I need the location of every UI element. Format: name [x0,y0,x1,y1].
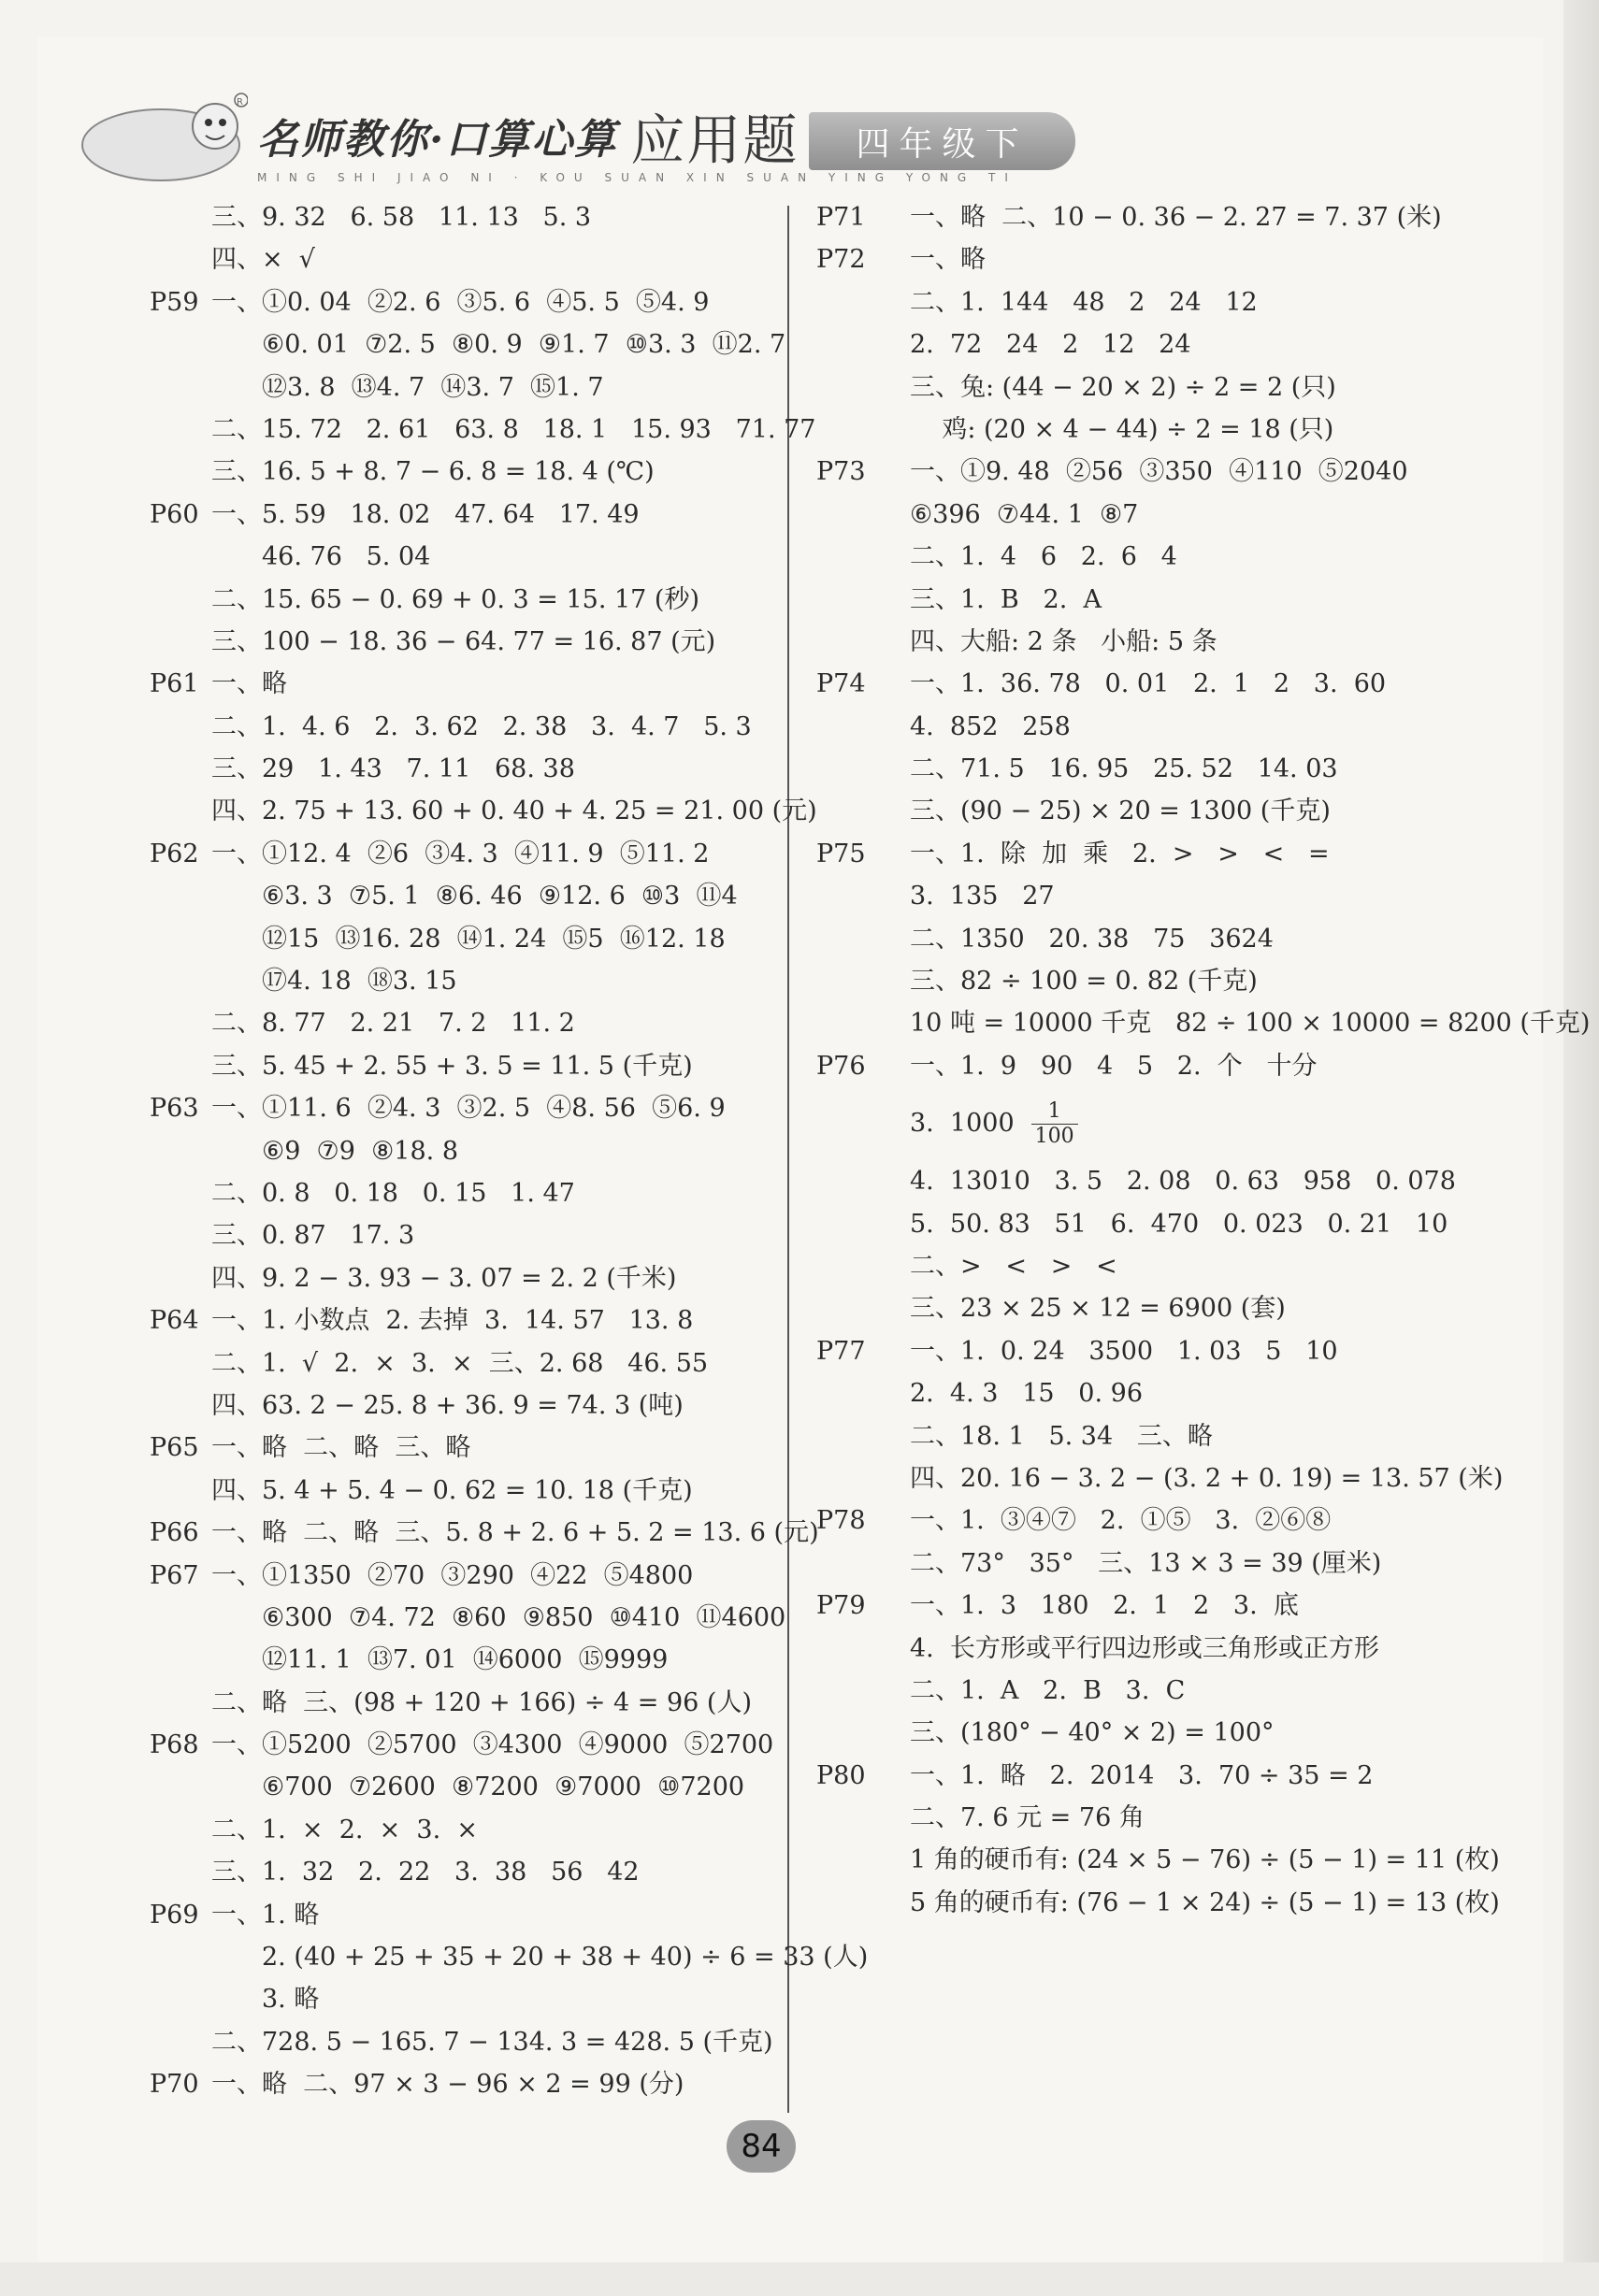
answer-value: 3. 135 27 [910,882,1055,911]
answer-line [816,833,1508,875]
answer-value: 一、1. 略 [211,1900,320,1930]
answer-text [910,409,1333,451]
answer-line [816,1500,1508,1542]
answer-value: 二、> < > < [910,1251,1117,1281]
answer-line [816,1670,1508,1712]
answer-text [211,1851,640,1893]
pinyin-subtitle: MING SHI JIAO NI · KOU SUAN XIN SUAN YING YONG TI [257,171,1017,184]
page-ref: P59 [150,287,199,317]
answer-text [910,494,1138,536]
answer-value: 一、①9. 48 ②56 ③350 ④110 ⑤2040 [910,457,1408,487]
answer-text [211,1385,684,1427]
answer-value: 46. 76 5. 04 [262,542,431,572]
answer-value: 一、1. 略 2. 2014 3. 70 ÷ 35 = 2 [910,1760,1374,1790]
answer-value: 三、82 ÷ 100 = 0. 82 (千克) [910,967,1258,997]
answer-text [262,918,726,960]
answer-line [150,1936,869,1978]
answer-value: 四、20. 16 − 3. 2 − (3. 2 + 0. 19) = 13. 57 (米) [910,1463,1504,1493]
answer-value: 三、(90 − 25) × 20 = 1300 (千克) [910,796,1331,826]
answer-line [150,1385,776,1427]
answer-text [262,960,457,1002]
answer-line [150,621,776,663]
answer-text [910,1287,1286,1329]
page-ref: P78 [816,1506,866,1536]
answer-line [816,1797,1508,1839]
book-header [75,89,1477,192]
answer-text [262,1597,785,1639]
answer-line [816,1002,1591,1044]
answer-value: 一、①1350 ②70 ③290 ④22 ⑤4800 [211,1560,694,1590]
answer-line [816,918,1508,960]
answer-text [910,1087,1078,1160]
answer-value: 2. (40 + 25 + 35 + 20 + 38 + 40) ÷ 6 = 33 (人) [262,1943,869,1973]
answer-line [150,1682,776,1724]
answer-text [910,663,1386,705]
page-ref: P67 [150,1560,199,1590]
answer-text [910,918,1274,960]
answer-line [150,663,776,705]
answer-value: 二、1. 4. 6 2. 3. 62 2. 38 3. 4. 7 5. 3 [211,711,752,741]
answer-line [150,1978,776,2020]
answer-line [816,706,1508,748]
answer-line [150,196,776,238]
answer-line [150,1214,776,1256]
answer-value: 三、29 1. 43 7. 11 68. 38 [211,754,575,784]
answer-line [150,790,817,832]
book-title [257,98,799,173]
answer-text [910,579,1102,621]
answer-text [211,621,715,663]
answer-line [150,918,776,960]
answer-text [910,790,1331,832]
answer-text [910,960,1258,1002]
answer-line [816,1415,1508,1457]
answer-text [262,1978,319,2020]
answer-value: 二、1. × 2. × 3. × [211,1815,478,1844]
answer-text [910,875,1055,917]
answer-line [150,833,776,875]
column-divider [787,206,789,2113]
answer-text [910,1245,1117,1287]
page-ref: P71 [816,203,866,232]
answer-line [150,579,776,621]
grade-tab: 四年级下 [809,112,1075,170]
answer-value: 4. 13010 3. 5 2. 08 0. 63 958 0. 078 [910,1167,1456,1197]
answer-text [910,451,1408,493]
answer-value: 一、①0. 04 ②2. 6 ③5. 6 ④5. 5 ⑤4. 9 [211,287,710,317]
page-ref: P63 [150,1094,199,1124]
answer-text [211,833,709,875]
answer-value: 一、1. 3 180 2. 1 2 3. 底 [910,1591,1299,1621]
answer-line [816,1372,1508,1414]
answer-value: 一、1. 36. 78 0. 01 2. 1 2 3. 60 [910,669,1387,699]
answer-text [211,1342,708,1385]
answer-value: 三、1. B 2. A [910,584,1102,614]
answer-text [910,323,1191,366]
answer-value: 一、略 [211,669,287,699]
answer-line [816,1585,1508,1627]
answer-value: 一、1. 0. 24 3500 1. 03 5 10 [910,1336,1338,1366]
answer-value: 二、15. 72 2. 61 63. 8 18. 1 15. 93 71. 77 [211,414,816,444]
answer-text [211,1724,773,1766]
answer-line [816,451,1508,493]
answer-line [816,1457,1508,1500]
answer-value: 3. 1000 [910,1109,1015,1139]
answer-text [910,621,1217,663]
answer-line [150,1470,776,1512]
series-name: 名师教你·口算心算 [257,116,618,164]
answer-line [150,1427,776,1469]
answer-text [910,706,1071,748]
page-ref: P66 [150,1518,199,1548]
page-ref: P79 [816,1591,866,1621]
answer-line [816,366,1508,409]
answer-value: 三、100 − 18. 36 − 64. 77 = 16. 87 (元) [211,626,716,656]
answer-value: 10 吨 = 10000 千克 82 ÷ 100 × 10000 = 8200 (千克) [910,1009,1591,1039]
answer-value: 一、①5200 ②5700 ③4300 ④9000 ⑤2700 [211,1730,774,1760]
answer-line [150,706,776,748]
answer-line [150,238,776,280]
answer-line [150,1130,776,1172]
answer-text [211,663,287,705]
page-ref: P73 [816,457,866,487]
answer-text [910,1415,1213,1457]
answer-text [910,1045,1317,1087]
answer-line [150,1342,776,1385]
answer-value: 三、(180° − 40° × 2) = 100° [910,1718,1275,1748]
answer-line [816,323,1508,366]
answer-line [150,366,776,409]
answer-value: 三、0. 87 17. 3 [211,1221,415,1251]
answer-text [910,366,1336,409]
answer-value: 二、1350 20. 38 75 3624 [910,924,1274,954]
answer-text [910,833,1330,875]
answer-line [150,281,776,323]
answer-line [150,1045,776,1087]
subject-name: 应用题 [630,108,800,172]
answer-text [910,281,1258,323]
page-ref: P69 [150,1900,199,1930]
answer-value: 四、9. 2 − 3. 93 − 3. 07 = 2. 2 (千米) [211,1263,677,1293]
answer-text [211,196,591,238]
answer-text [262,366,604,409]
answer-value: 一、1. 小数点 2. 去掉 3. 14. 57 13. 8 [211,1306,694,1336]
answer-value: 二、1. A 2. B 3. C [910,1675,1186,1705]
answer-text [211,1512,819,1554]
answer-text [262,1936,868,1978]
answer-value: 5 角的硬币有: (76 − 1 × 24) ÷ (5 − 1) = 13 (枚) [910,1887,1500,1917]
answer-text [211,1555,693,1597]
answer-value: 一、略 二、97 × 3 − 96 × 2 = 99 (分) [211,2070,684,2100]
answer-line [150,2063,776,2105]
answer-text [211,1299,693,1342]
answer-text [211,1045,693,1087]
bottom-margin [0,2262,1599,2296]
answer-line [150,1894,776,1936]
answer-value: ⑫11. 1 ⑬7. 01 ⑭6000 ⑮9999 [262,1645,669,1675]
answer-value: 二、1. 4 6 2. 6 4 [910,542,1177,572]
answer-line [150,1597,786,1639]
answer-text [910,1457,1503,1500]
answer-line [816,790,1508,832]
answer-text [910,1543,1381,1585]
page-ref: P75 [816,839,866,868]
answer-text [910,1160,1456,1202]
answer-line [816,1087,1508,1160]
answer-line [816,1203,1508,1245]
answer-line [816,196,1508,238]
answer-value: 四、63. 2 − 25. 8 + 36. 9 = 74. 3 (吨) [211,1390,684,1420]
answer-value: 三、1. 32 2. 22 3. 38 56 42 [211,1858,640,1887]
answer-line [150,1512,819,1554]
answer-line [816,1755,1508,1797]
answer-value: 二、8. 77 2. 21 7. 2 11. 2 [211,1009,575,1039]
answer-text [211,281,709,323]
answers-right-column [816,196,1591,1924]
answer-line [150,323,786,366]
answer-value: 一、略 二、略 三、5. 8 + 2. 6 + 5. 2 = 13. 6 (元) [211,1518,819,1548]
answer-line [150,494,776,536]
answer-value: 一、1. ③④⑦ 2. ①⑤ 3. ②⑥⑧ [910,1506,1332,1536]
answer-value: 一、1. 除 加 乘 2. > > < = [910,839,1330,868]
answer-value: 二、略 三、(98 + 120 + 166) ÷ 4 = 96 (人) [211,1687,752,1717]
answer-text [211,1470,693,1512]
answer-value: ⑫15 ⑬16. 28 ⑭1. 24 ⑮5 ⑯12. 18 [262,924,726,954]
answer-text [211,1087,726,1129]
answer-line [150,1002,776,1044]
answer-text [910,1203,1448,1245]
page-ref: P72 [816,245,866,275]
answer-value: ⑫3. 8 ⑬4. 7 ⑭3. 7 ⑮1. 7 [262,372,604,402]
answer-text [211,1002,575,1044]
answer-text [262,875,738,917]
answer-line [816,960,1508,1002]
answer-value: 四、大船: 2 条 小船: 5 条 [910,626,1217,656]
answer-text [211,1894,319,1936]
answer-text [211,451,655,493]
answer-line [816,409,1508,451]
answer-value: 二、18. 1 5. 34 三、略 [910,1421,1213,1451]
answer-value: 一、5. 59 18. 02 47. 64 17. 49 [211,499,640,529]
answer-text [211,1682,752,1724]
answer-text [910,536,1177,578]
answer-text [910,238,986,280]
answer-value: 四、5. 4 + 5. 4 − 0. 62 = 10. 18 (千克) [211,1475,693,1505]
answer-line [816,579,1508,621]
answer-text [910,196,1442,238]
answer-value: 三、23 × 25 × 12 = 6900 (套) [910,1294,1286,1324]
answer-line [816,1045,1508,1087]
answer-line [816,1839,1508,1881]
answer-value: 一、略 二、略 三、略 [211,1433,471,1463]
answer-line [150,875,776,917]
answer-line [816,1160,1508,1202]
answer-text [910,1500,1331,1542]
answer-value: 三、5. 45 + 2. 55 + 3. 5 = 11. 5 (千克) [211,1051,693,1081]
page-ref: P65 [150,1433,199,1463]
answer-value: 5. 50. 83 51 6. 470 0. 023 0. 21 10 [910,1209,1448,1239]
answer-line [150,1257,776,1299]
answer-text [262,1766,744,1808]
answer-text [211,1427,470,1469]
page-number: 84 [727,2120,796,2173]
answer-text [910,748,1338,790]
answer-value: ⑥0. 01 ⑦2. 5 ⑧0. 9 ⑨1. 7 ⑩3. 3 ⑪2. 7 [262,330,786,360]
answer-value: 三、16. 5 + 8. 7 − 6. 8 = 18. 4 (℃) [211,457,655,487]
answer-value: 4. 长方形或平行四边形或三角形或正方形 [910,1633,1379,1663]
page-ref: P62 [150,839,199,868]
answer-text [910,1882,1500,1924]
answer-line [150,2021,776,2063]
answer-text [211,790,817,832]
answer-value: 一、略 二、10 − 0. 36 − 2. 27 = 7. 37 (米) [910,203,1442,232]
answer-line [816,536,1508,578]
answer-line [816,875,1508,917]
answer-text [910,1755,1373,1797]
answer-line [816,621,1508,663]
answer-line [816,663,1508,705]
answer-value: 2. 4. 3 15 0. 96 [910,1379,1143,1409]
answer-line [150,1766,776,1808]
answer-line [150,409,816,451]
answer-value: 一、1. 9 90 4 5 2. 个 十分 [910,1051,1318,1081]
page-ref: P68 [150,1730,199,1760]
answer-value: 二、15. 65 − 0. 69 + 0. 3 = 15. 17 (秒) [211,584,699,614]
svg-text:R: R [237,97,243,108]
answer-line [816,1882,1508,1924]
answer-line [150,960,776,1002]
answer-line [816,1245,1508,1287]
answer-value: 1 角的硬币有: (24 × 5 − 76) ÷ (5 − 1) = 11 (枚) [910,1845,1500,1875]
answer-value: ⑥3. 3 ⑦5. 1 ⑧6. 46 ⑨12. 6 ⑩3 ⑪4 [262,882,738,911]
answer-value: 二、7. 6 元 = 76 角 [910,1803,1145,1833]
answer-value: ⑥396 ⑦44. 1 ⑧7 [910,499,1139,529]
answer-text [910,1372,1143,1414]
answer-value: 一、①12. 4 ②6 ③4. 3 ④11. 9 ⑤11. 2 [211,839,710,868]
page-ref: P77 [816,1336,866,1366]
answer-line [816,1712,1508,1754]
answer-text [211,494,640,536]
answer-value: 二、1. √ 2. × 3. × 三、2. 68 46. 55 [211,1348,709,1378]
answer-value: 二、71. 5 16. 95 25. 52 14. 03 [910,754,1338,784]
answer-line [150,1555,776,1597]
answer-text [262,1130,458,1172]
page-ref: P64 [150,1306,199,1336]
page-edge [1563,0,1599,2296]
answer-text [211,2021,773,2063]
answer-line [150,1172,776,1214]
answer-text [211,1214,414,1256]
answer-line [816,1287,1508,1329]
answer-text [211,1172,575,1214]
answer-value: ⑥9 ⑦9 ⑧18. 8 [262,1136,459,1166]
answer-text [262,1639,668,1681]
answer-value: 鸡: (20 × 4 − 44) ÷ 2 = 18 (只) [910,414,1334,444]
answer-text [211,579,699,621]
answer-line [816,748,1508,790]
answer-line [816,1330,1508,1372]
answer-value: ⑥700 ⑦2600 ⑧7200 ⑨7000 ⑩7200 [262,1772,745,1802]
fraction-numerator: 1 [1031,1099,1078,1125]
answer-line [150,1851,776,1893]
answer-value: 一、略 [910,245,986,275]
answer-line [816,494,1508,536]
answer-line [816,1628,1508,1670]
answer-text [910,1585,1299,1627]
answer-line [150,536,776,578]
answer-value: 三、兔: (44 − 20 × 2) ÷ 2 = 2 (只) [910,372,1336,402]
answer-value: 2. 72 24 2 12 24 [910,330,1191,360]
answer-text [211,1257,676,1299]
answer-text [910,1797,1145,1839]
answer-line [150,1724,776,1766]
answer-text [211,748,575,790]
answer-value: 二、1. 144 48 2 24 12 [910,287,1258,317]
page-ref: P80 [816,1760,866,1790]
answer-value: 二、728. 5 − 165. 7 − 134. 3 = 428. 5 (千克) [211,2027,773,2057]
answer-line [816,1543,1508,1585]
answer-line [150,1639,776,1681]
answer-value: 4. 852 258 [910,711,1071,741]
answer-value: 一、①11. 6 ②4. 3 ③2. 5 ④8. 56 ⑤6. 9 [211,1094,726,1124]
page-ref: P74 [816,669,866,699]
answer-value: ⑥300 ⑦4. 72 ⑧60 ⑨850 ⑩410 ⑪4600 [262,1602,786,1632]
mascot-logo [75,89,248,187]
answer-value: 四、2. 75 + 13. 60 + 0. 40 + 4. 25 = 21. 00 (元) [211,796,817,826]
answer-text [910,1002,1590,1044]
page-ref: P60 [150,499,199,529]
answer-text [211,238,315,280]
answer-text [262,323,785,366]
answer-text [910,1670,1185,1712]
answer-line [150,1809,776,1851]
page-ref: P70 [150,2070,199,2100]
page-ref: P76 [816,1051,866,1081]
fraction-denominator: 100 [1034,1125,1074,1149]
answer-value: 二、73° 35° 三、13 × 3 = 39 (厘米) [910,1548,1382,1578]
answer-text [910,1839,1500,1881]
answer-line [816,238,1508,280]
answer-text [910,1330,1338,1372]
answer-text [211,2063,684,2105]
answer-text [211,1809,478,1851]
answer-text [910,1712,1275,1754]
answer-value: 四、× √ [211,245,315,275]
answer-text [211,706,752,748]
answer-text [910,1628,1379,1670]
answer-line [150,451,776,493]
answer-line [816,281,1508,323]
answer-value: ⑰4. 18 ⑱3. 15 [262,967,457,997]
answer-value: 三、9. 32 6. 58 11. 13 5. 3 [211,203,592,232]
answer-text [262,536,430,578]
answer-line [150,748,776,790]
answer-line [150,1299,776,1342]
answer-value: 3. 略 [262,1985,320,2015]
answer-value: 二、0. 8 0. 18 0. 15 1. 47 [211,1178,575,1208]
page-ref: P61 [150,669,199,699]
answer-text [211,409,815,451]
answer-line [150,1087,776,1129]
fraction [1031,1099,1078,1149]
